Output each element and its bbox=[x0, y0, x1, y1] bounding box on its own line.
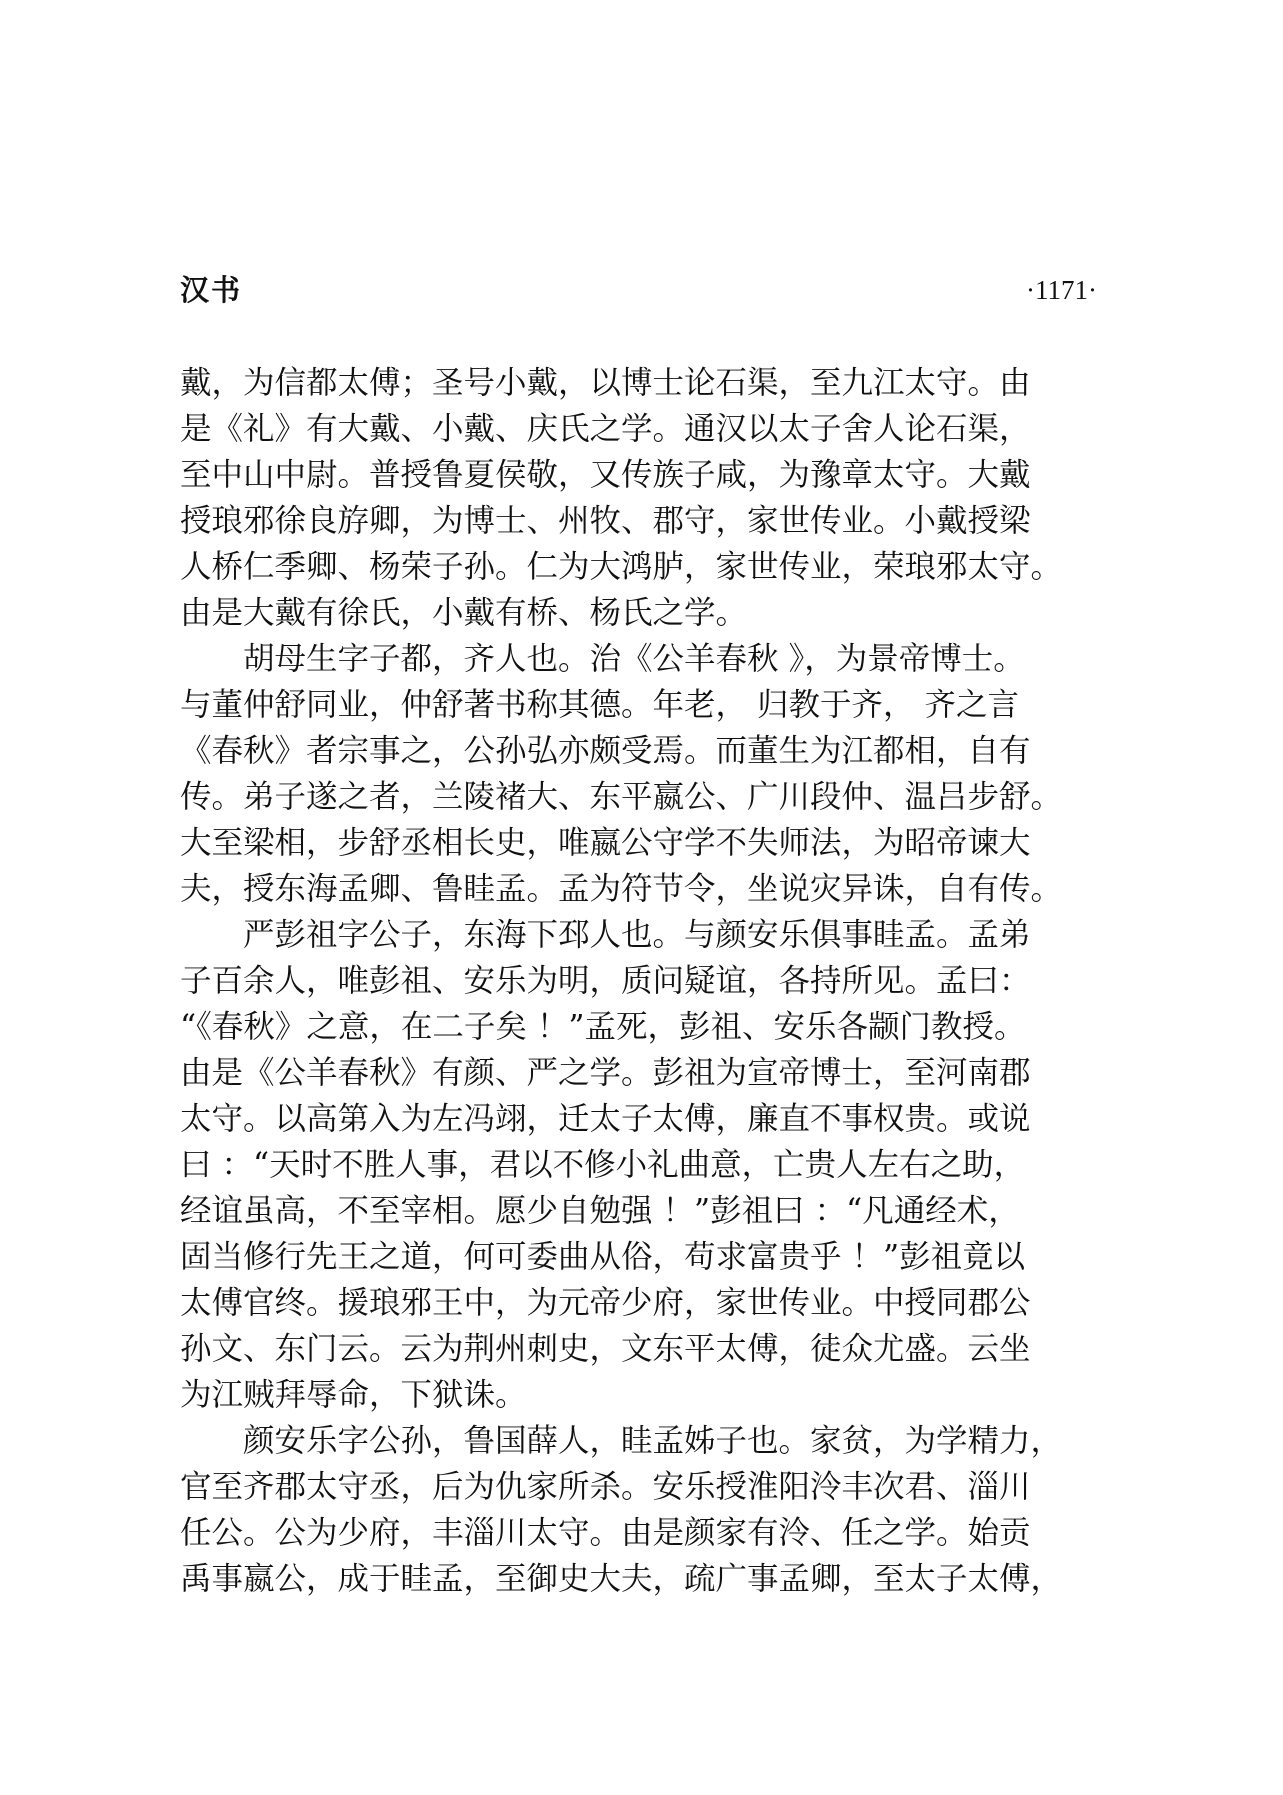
text-line: 胡母生字子都，齐人也。治《公羊春秋 》，为景帝博士。 bbox=[243, 641, 1025, 677]
text-line: 传。弟子遂之者，兰陵褚大、东平嬴公、广川段仲、温吕步舒。 bbox=[180, 779, 1063, 815]
text-line: 经谊虽高，不至宰相。愿少自勉强 ！”彭祖曰 ：“凡通经术， bbox=[180, 1193, 1020, 1229]
page-header bbox=[180, 270, 1097, 310]
text-line: 曰 ：“天时不胜人事，君以不修小礼曲意，亡贵人左右之助， bbox=[180, 1147, 1026, 1183]
text-line: 大至梁相，步舒丞相长史，唯嬴公守学不失师法，为昭帝谏大 bbox=[180, 825, 1031, 861]
text-line: 固当修行先王之道，何可委曲从俗，苟求富贵乎 ！”彭祖竟以 bbox=[180, 1239, 1026, 1275]
text-line: 官至齐郡太守丞，后为仇家所杀。安乐授淮阳泠丰次君、淄川 bbox=[180, 1469, 1031, 1505]
text-line: 夫，授东海孟卿、鲁眭孟。孟为符节令，坐说灾异诛，自有传。 bbox=[180, 871, 1063, 907]
text-line: 由是大戴有徐氏，小戴有桥、杨氏之学。 bbox=[180, 595, 748, 631]
text-line: 至中山中尉。普授鲁夏侯敬，又传族子咸，为豫章太守。大戴 bbox=[180, 457, 1031, 493]
text-line: 太傅官终。援琅邪王中，为元帝少府，家世传业。中授同郡公 bbox=[180, 1285, 1031, 1321]
text-line: 《春秋》者宗事之，公孙弘亦颇受焉。而董生为江都相，自有 bbox=[180, 733, 1031, 769]
book-title: 汉书 bbox=[180, 273, 243, 307]
body-text bbox=[180, 360, 1100, 1602]
text-line: 戴，为信都太傅；圣号小戴，以博士论石渠，至九江太守。由 bbox=[180, 365, 1031, 401]
text-line: 由是《公羊春秋》有颜、严之学。彭祖为宣帝博士，至河南郡 bbox=[180, 1055, 1031, 1091]
text-line: 严彭祖字公子，东海下邳人也。与颜安乐俱事眭孟。孟弟 bbox=[243, 917, 1031, 953]
text-line: 任公。公为少府，丰淄川太守。由是颜家有泠、任之学。始贡 bbox=[180, 1515, 1031, 1551]
text-line: 太守。以高第入为左冯翊，迁太子太傅，廉直不事权贵。或说 bbox=[180, 1101, 1031, 1137]
text-line: 与董仲舒同业，仲舒著书称其德。年老， 归教于齐， 齐之言 bbox=[180, 687, 1020, 723]
text-line: 授琅邪徐良斿卿，为博士、州牧、郡守，家世传业。小戴授梁 bbox=[180, 503, 1031, 539]
text-line: 子百余人，唯彭祖、安乐为明，质问疑谊，各持所见。孟曰： bbox=[180, 963, 1031, 999]
text-line: 人桥仁季卿、杨荣子孙。仁为大鸿胪，家世传业，荣琅邪太守。 bbox=[180, 549, 1063, 585]
text-line: “《春秋》之意，在二子矣 ！”孟死，彭祖、安乐各颛门教授。 bbox=[180, 1009, 1026, 1045]
text-line: 孙文、东门云。云为荆州刺史，文东平太傅，徒众尤盛。云坐 bbox=[180, 1331, 1031, 1367]
text-line: 禹事嬴公，成于眭孟，至御史大夫，疏广事孟卿，至太子太傅， bbox=[180, 1561, 1063, 1597]
page-number: ·1171· bbox=[1026, 275, 1097, 305]
text-line: 是《礼》有大戴、小戴、庆氏之学。通汉以太子舍人论石渠， bbox=[180, 411, 1031, 447]
text-line: 为江贼拜辱命，下狱诛。 bbox=[180, 1377, 527, 1413]
text-line: 颜安乐字公孙，鲁国薛人，眭孟姊子也。家贫，为学精力， bbox=[243, 1423, 1063, 1459]
